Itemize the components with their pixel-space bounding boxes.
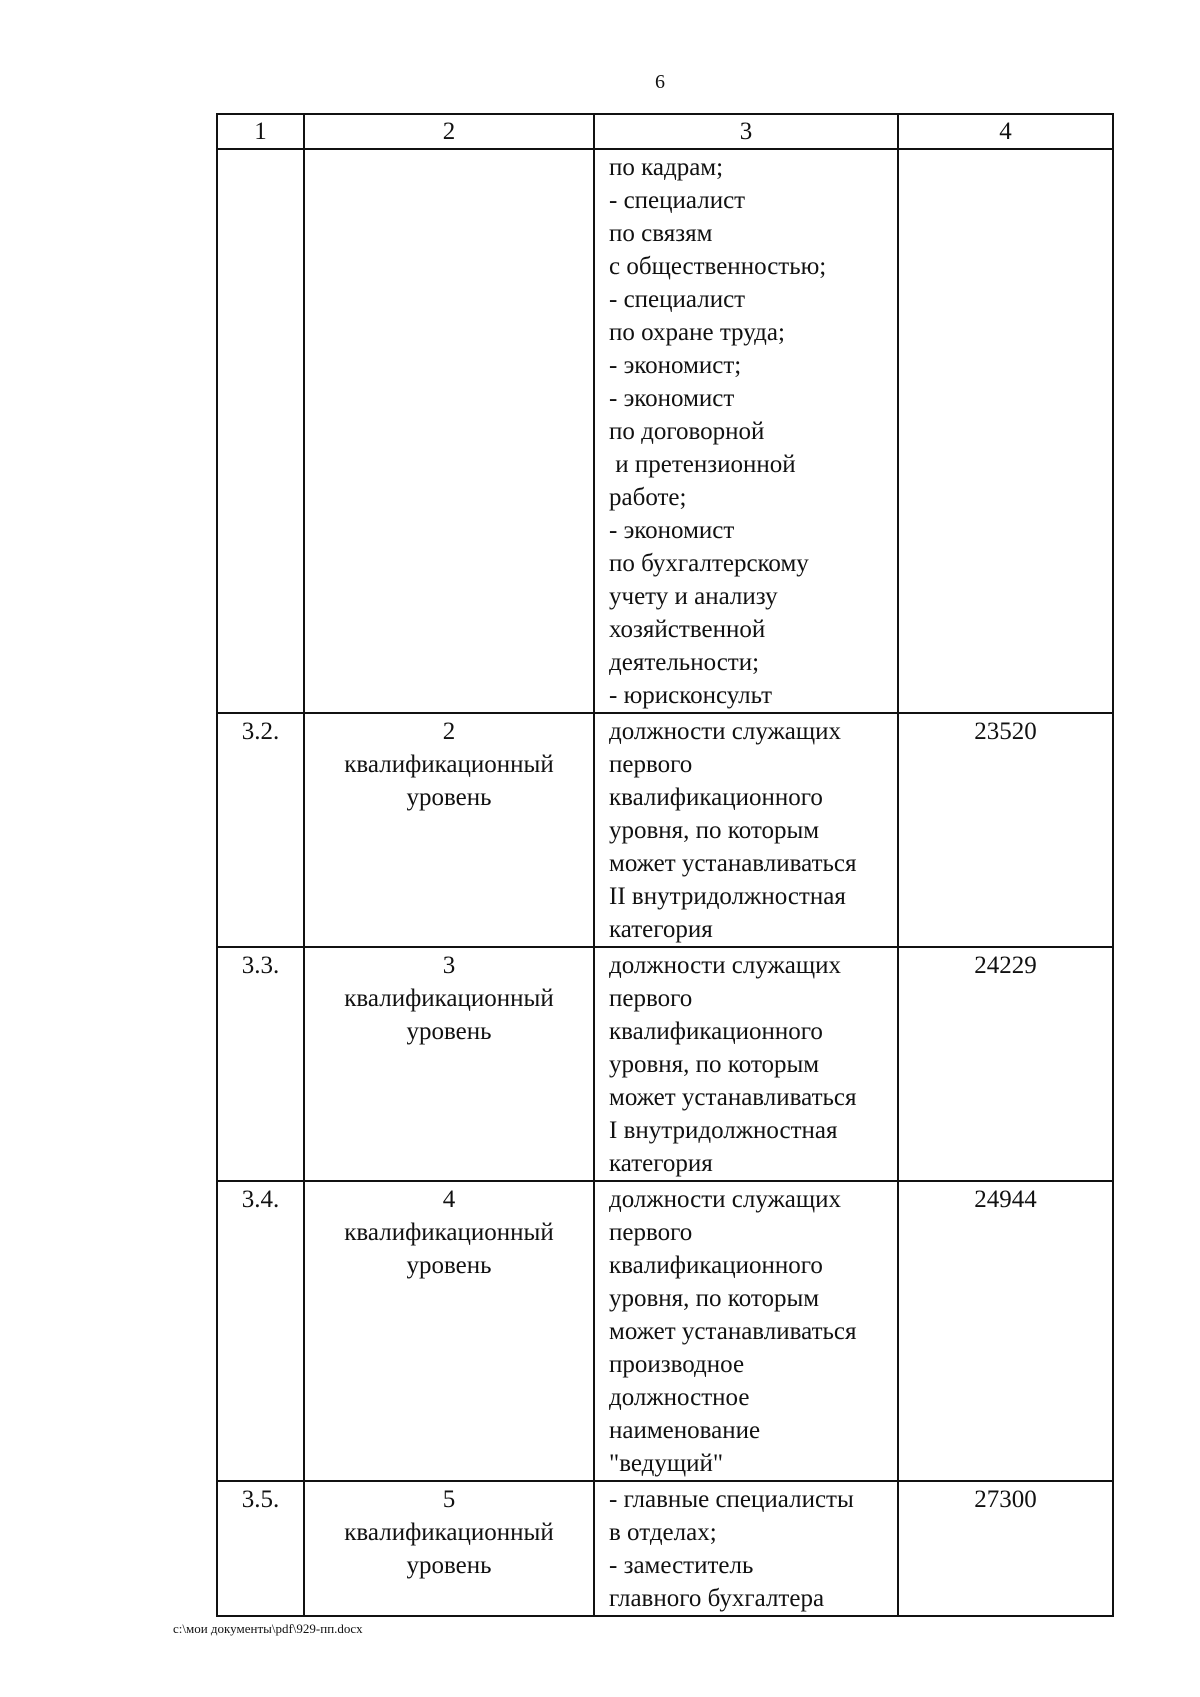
cell-text-line: по связям <box>609 220 713 247</box>
cell-text-line: по охране труда; <box>609 319 785 346</box>
salary-table <box>216 113 1114 1617</box>
cell-text-line: II внутридолжностная <box>609 883 846 910</box>
row-number-cell: 3.2. <box>217 713 304 947</box>
table-row <box>217 947 1113 1181</box>
cell-text-line: главного бухгалтера <box>609 1585 825 1612</box>
header-col-2: 2 <box>304 114 594 149</box>
cell-text-line: хозяйственной <box>609 616 766 643</box>
cell-text-line: 5 <box>442 1486 456 1513</box>
cell-text-line: должностное <box>609 1384 750 1411</box>
cell-text-line: - экономист <box>609 517 735 544</box>
cell-text-line: квалификационный <box>344 1219 554 1246</box>
cell-text-line: уровень <box>406 1252 492 1279</box>
row-description-cell <box>594 713 898 947</box>
table-row-continued <box>217 149 1113 713</box>
cell-text-line: "ведущий" <box>609 1450 724 1477</box>
row-salary-cell: 27300 <box>898 1481 1113 1616</box>
cell-text-line: с общественностью; <box>609 253 827 280</box>
cell-text-line: - главные специалисты <box>609 1486 854 1513</box>
cell-text-line: первого <box>609 751 693 778</box>
cell-text-line: уровень <box>406 1552 492 1579</box>
cell-text-line: уровень <box>406 784 492 811</box>
row-description-cell <box>594 149 898 713</box>
cell-text-line: квалификационного <box>609 784 823 811</box>
row-number-cell: 3.4. <box>217 1181 304 1481</box>
cell-text-line: - экономист <box>609 385 735 412</box>
row-level-cell <box>304 713 594 947</box>
cell-text-line: может устанавливаться <box>609 1084 857 1111</box>
cell-text-line: должности служащих <box>609 718 842 745</box>
cell-text-line: может устанавливаться <box>609 1318 857 1345</box>
cell-text-line: уровень <box>406 1018 492 1045</box>
cell-text-line: работе; <box>609 484 687 511</box>
cell-text-line: уровня, по которым <box>609 1285 820 1312</box>
cell-text-line: уровня, по которым <box>609 817 820 844</box>
cell-text-line: квалификационный <box>344 1519 554 1546</box>
row-salary-cell: 24229 <box>898 947 1113 1181</box>
row-salary-cell <box>898 149 1113 713</box>
row-description-cell <box>594 1481 898 1616</box>
cell-text-line: - специалист <box>609 187 746 214</box>
cell-text-line: первого <box>609 1219 693 1246</box>
cell-text-line: в отделах; <box>609 1519 717 1546</box>
cell-text-line: квалификационного <box>609 1252 823 1279</box>
cell-text-line: квалификационный <box>344 751 554 778</box>
footer-file-path: c:\мои документы\pdf\929-пп.docx <box>173 1621 363 1636</box>
header-col-1: 1 <box>217 114 304 149</box>
cell-text-line: - заместитель <box>609 1552 754 1579</box>
cell-text-line: деятельности; <box>609 649 760 676</box>
cell-text-line: 2 <box>442 718 456 745</box>
cell-text-line: категория <box>609 1150 713 1177</box>
row-number-cell <box>217 149 304 713</box>
page-number: 6 <box>655 71 665 93</box>
cell-text-line: по договорной <box>609 418 765 445</box>
cell-text-line: 4 <box>442 1186 456 1213</box>
cell-text-line: первого <box>609 985 693 1012</box>
row-description-cell <box>594 1181 898 1481</box>
row-description-cell <box>594 947 898 1181</box>
table-row <box>217 713 1113 947</box>
table-row <box>217 1181 1113 1481</box>
row-salary-cell: 24944 <box>898 1181 1113 1481</box>
row-level-cell <box>304 1181 594 1481</box>
cell-text-line: и претензионной <box>609 451 796 478</box>
table-header-row <box>217 114 1113 149</box>
cell-text-line: квалификационный <box>344 985 554 1012</box>
cell-text-line: I внутридолжностная <box>609 1117 838 1144</box>
row-salary-cell: 23520 <box>898 713 1113 947</box>
cell-text-line: может устанавливаться <box>609 850 857 877</box>
cell-text-line: 3 <box>442 952 456 979</box>
cell-text-line: - юрисконсульт <box>609 682 773 709</box>
cell-text-line: уровня, по которым <box>609 1051 820 1078</box>
cell-text-line: по бухгалтерскому <box>609 550 809 577</box>
row-level-cell <box>304 947 594 1181</box>
cell-text-line: производное <box>609 1351 745 1378</box>
cell-text-line: наименование <box>609 1417 761 1444</box>
cell-text-line: - специалист <box>609 286 746 313</box>
row-number-cell: 3.3. <box>217 947 304 1181</box>
row-level-cell <box>304 1481 594 1616</box>
row-level-cell <box>304 149 594 713</box>
cell-text-line: учету и анализу <box>609 583 778 610</box>
cell-text-line: по кадрам; <box>609 154 724 181</box>
cell-text-line: категория <box>609 916 713 943</box>
cell-text-line: должности служащих <box>609 952 842 979</box>
header-col-4: 4 <box>898 114 1113 149</box>
header-col-3: 3 <box>594 114 898 149</box>
cell-text-line: - экономист; <box>609 352 742 379</box>
table-row <box>217 1481 1113 1616</box>
cell-text-line: квалификационного <box>609 1018 823 1045</box>
cell-text-line: должности служащих <box>609 1186 842 1213</box>
row-number-cell: 3.5. <box>217 1481 304 1616</box>
